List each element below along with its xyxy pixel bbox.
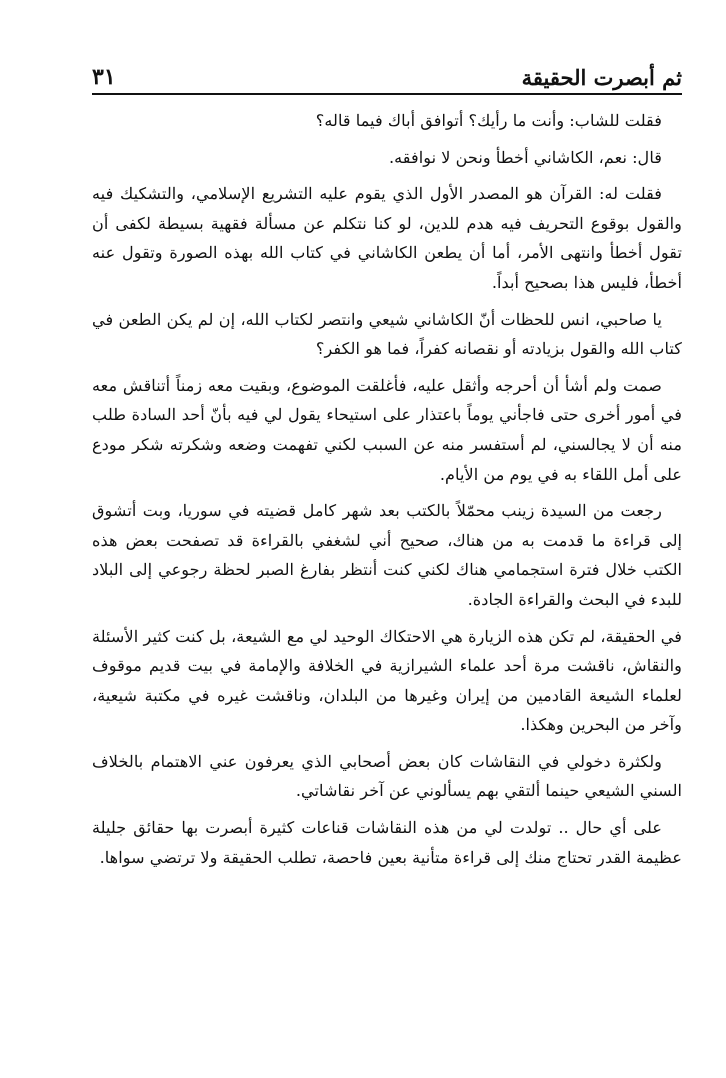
- body-text: [92, 106, 682, 872]
- paragraph-7: في الحقيقة، لم تكن هذه الزيارة هي الاحتكاك الوحيد لي مع الشيعة، بل كنت كثير الأسئلة والنقاش، ناقشت مرة أحد علماء الشيرازية في الخلافة والإمامة في بيت قديم موقوف لعلماء الشيعة القادمين من إيران وغيرها من البلدان، وناقشت غيره في مكتبة شيعية، وآخر من البحرين وهكذا.: [92, 626, 682, 735]
- paragraph-8: ولكثرة دخولي في النقاشات كان بعض أصحابي الذي يعرفون عني الاهتمام بالخلاف السني الشيعي حينما ألتقي بهم يسألوني عن آخر نقاشاتي.: [92, 751, 682, 801]
- book-title: ثم أبصرت الحقيقة: [521, 65, 682, 90]
- paragraph-1: فقلت للشاب: وأنت ما رأيك؟ أتوافق أباك فيما قاله؟: [315, 111, 662, 130]
- paragraph-4: يا صاحبي، انس للحظات أنّ الكاشاني شيعي وانتصر لكتاب الله، إن لم يكن الطعن في كتاب الله والقول بزيادته أو نقصانه كفراً، فما هو الكفر؟: [92, 309, 682, 359]
- paragraph-5: صمت ولم أشأ أن أحرجه وأثقل عليه، فأغلقت الموضوع، وبقيت معه زمناً أتناقش معه في أمور أخرى حتى فاجأني يوماً باعتذار على استيحاء يقول لي فيه بأنّ أحد السادة طلب منه أن لا يجالسني، لم أستفسر منه عن السبب لكني تفهمت وضعه وشكرته شكر مودع على أمل اللقاء به في يوم من الأيام.: [92, 375, 682, 484]
- paragraph-2: قال: نعم، الكاشاني أخطأ ونحن لا نوافقه.: [388, 147, 662, 167]
- paragraph-9: على أي حال .. تولدت لي من هذه النقاشات قناعات كثيرة أبصرت بها حقائق جليلة عظيمة القدر تحتاج منك إلى قراءة متأنية بعين فاحصة، تطلب الحقيقة ولا ترتضي سواها.: [92, 818, 682, 867]
- header-divider: [92, 93, 682, 95]
- paragraph-6: رجعت من السيدة زينب محمّلاً بالكتب بعد شهر كامل قضيته في سوريا، وبت أتشوق إلى قراءة ما قدمت به من هناك، صحيح أني لشغفي بالقراءة قد تصفحت بعض هذه الكتب خلال فترة استجمامي هناك لكني كنت أنتظر بفارغ الصبر لحظة رجوعي إلى البلاد للبدء في البحث والقراءة الجادة.: [92, 501, 682, 609]
- paragraph-3: فقلت له: القرآن هو المصدر الأول الذي يقوم عليه التشريع الإسلامي، والتشكيك فيه والقول بوقوع التحريف فيه هدم للدين، لو كنا نتكلم عن مسألة فقهية بسيطة لكفى أن تقول أخطأ وانتهى الأمر، أما أن يطعن الكاشاني في كتاب الله بهذه الصورة وتقول عنه أخطأ، فليس هذا بصحيح أبداً.: [92, 184, 682, 292]
- page-number: ٣١: [92, 64, 116, 90]
- running-header: [92, 58, 682, 92]
